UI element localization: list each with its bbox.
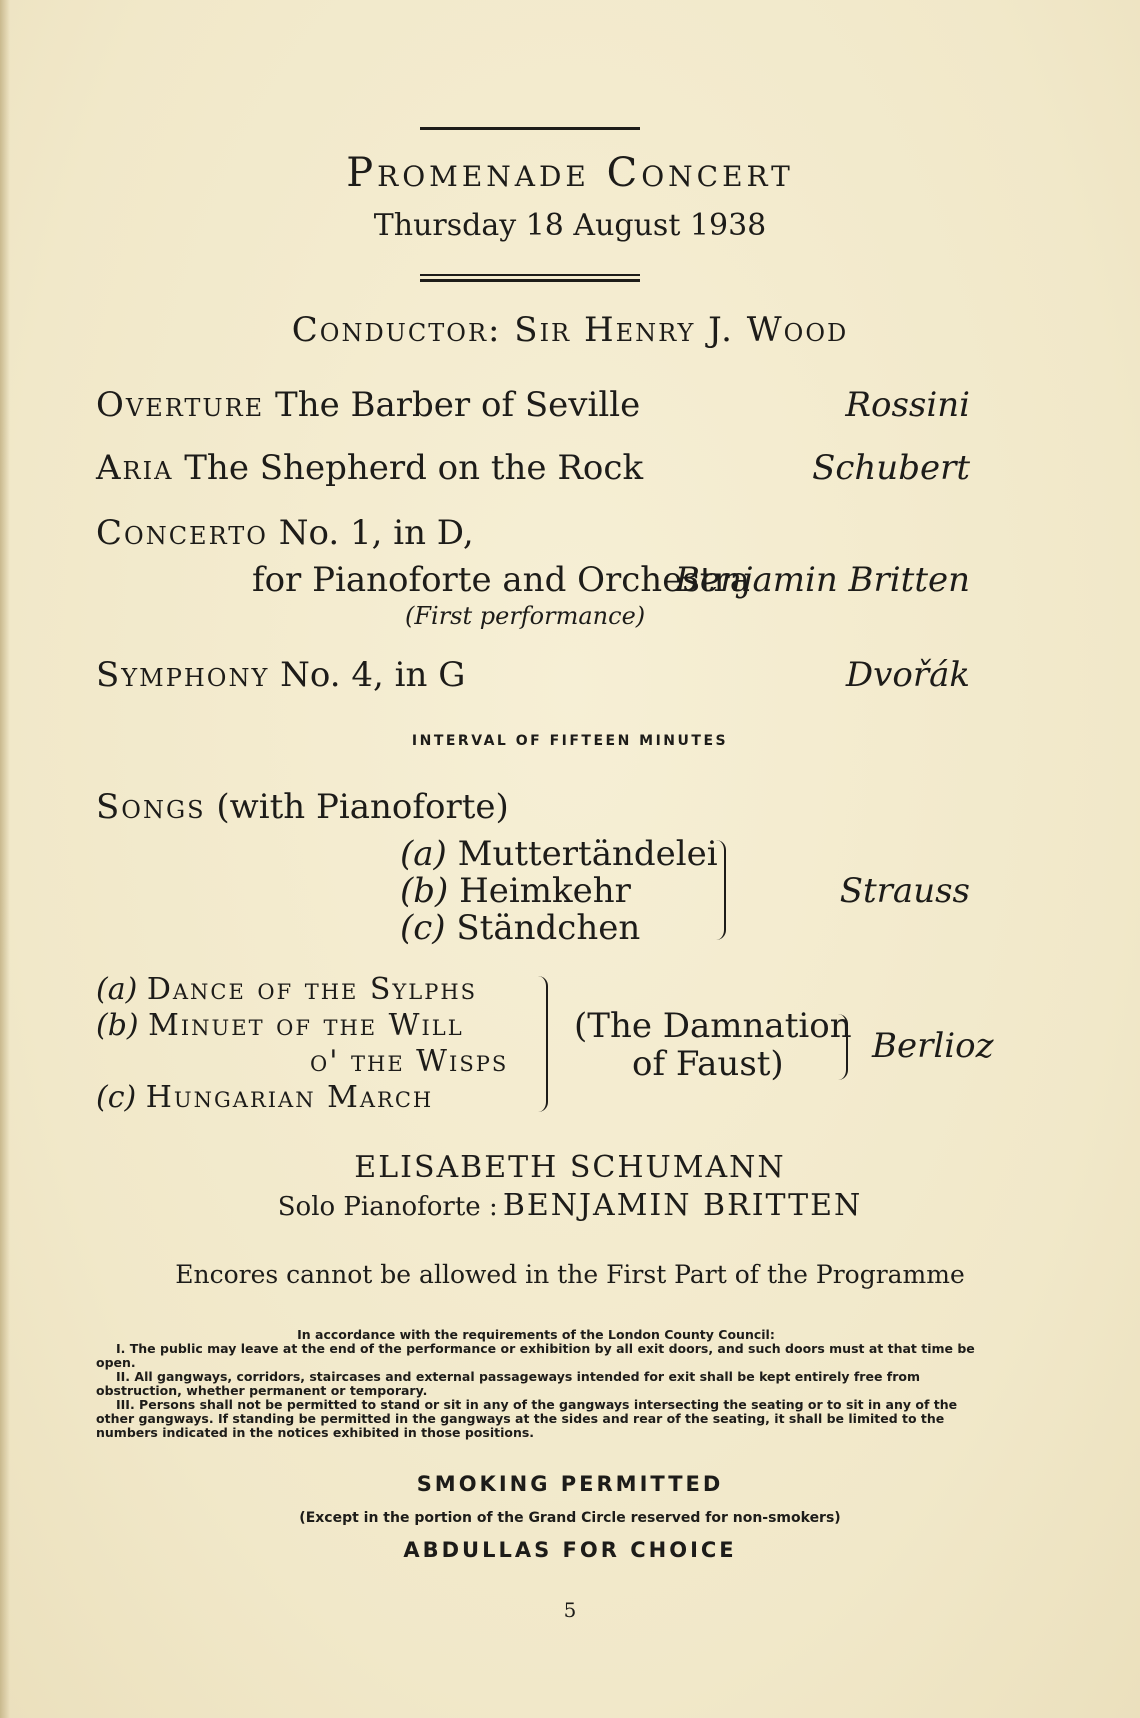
berlioz-work-line2: of Faust) bbox=[632, 1044, 784, 1084]
song-letter: (a) bbox=[400, 834, 447, 874]
page-number: 5 bbox=[563, 1598, 577, 1622]
songs-heading-rest: (with Pianoforte) bbox=[216, 787, 509, 827]
song-title: Heimkehr bbox=[459, 871, 631, 911]
berlioz-letter: (c) bbox=[96, 1080, 137, 1115]
song-item bbox=[400, 871, 631, 911]
singer-name: ELISABETH SCHUMANN bbox=[354, 1150, 786, 1185]
conductor-line: Conductor: Sir Henry J. Wood bbox=[291, 310, 849, 350]
divider-rule-2 bbox=[420, 279, 640, 282]
song-item bbox=[400, 908, 640, 948]
composer-rossini: Rossini bbox=[845, 385, 970, 425]
regulation-1: I. The public may leave at the end of the performance or exhibition by all exit doors, and such doors must at that time be open. bbox=[96, 1341, 975, 1370]
top-rule bbox=[420, 127, 640, 130]
songs-heading bbox=[96, 787, 509, 827]
program-item-aria bbox=[96, 448, 643, 488]
songs-label: Songs bbox=[96, 787, 206, 827]
regulation-3: III. Persons shall not be permitted to stand or sit in any of the gangways intersecting the seating or to sit in any of the other gangways. If standing be permitted in the gangways at the sides and rear of the seating, it shall be limited to the numbers indicated in the notices exhibited in those positions. bbox=[96, 1397, 958, 1440]
song-title: Muttertändelei bbox=[457, 834, 718, 874]
songs-brace bbox=[712, 840, 726, 940]
pianist-line bbox=[0, 1188, 1140, 1223]
item-label: Concerto bbox=[96, 513, 268, 553]
pianist-name: BENJAMIN BRITTEN bbox=[502, 1188, 863, 1223]
advert-abdullas: ABDULLAS FOR CHOICE bbox=[403, 1538, 737, 1562]
song-letter: (b) bbox=[400, 871, 449, 911]
lcc-regulations bbox=[96, 1328, 976, 1440]
composer-schubert: Schubert bbox=[812, 448, 970, 488]
song-title: Ständchen bbox=[456, 908, 641, 948]
regulations-intro: In accordance with the requirements of the London County Council: bbox=[297, 1327, 775, 1342]
item-title: No. 4, in G bbox=[280, 655, 466, 695]
berlioz-item bbox=[96, 1008, 464, 1043]
berlioz-brace-2 bbox=[838, 1014, 848, 1080]
pianist-label: Solo Pianoforte : bbox=[277, 1192, 498, 1222]
program-item-overture bbox=[96, 385, 640, 425]
concert-title: Promenade Concert bbox=[346, 150, 794, 196]
berlioz-brace-1 bbox=[536, 976, 548, 1112]
smoking-exception: (Except in the portion of the Grand Circle reserved for non-smokers) bbox=[299, 1510, 841, 1526]
item-label: Aria bbox=[96, 448, 174, 488]
berlioz-item bbox=[96, 972, 477, 1007]
divider-rule-1 bbox=[420, 274, 640, 276]
concert-date: Thursday 18 August 1938 bbox=[373, 208, 767, 243]
berlioz-work-line1: (The Damnation bbox=[574, 1006, 852, 1046]
berlioz-title: Dance of the Sylphs bbox=[146, 972, 478, 1007]
item-title: The Barber of Seville bbox=[275, 385, 641, 425]
song-letter: (c) bbox=[400, 908, 446, 948]
berlioz-letter: (b) bbox=[96, 1008, 139, 1043]
program-item-symphony bbox=[96, 655, 465, 695]
smoking-notice: SMOKING PERMITTED bbox=[416, 1472, 724, 1496]
composer-britten: Benjamin Britten bbox=[674, 560, 970, 600]
regulation-2: II. All gangways, corridors, staircases and external passageways intended for exit shall be kept entirely free from obstruction, whether permanent or temporary. bbox=[96, 1369, 920, 1398]
encores-notice: Encores cannot be allowed in the First Part of the Programme bbox=[175, 1260, 965, 1289]
item-title: The Shepherd on the Rock bbox=[184, 448, 644, 488]
song-item bbox=[400, 834, 718, 874]
interval-note: INTERVAL OF FIFTEEN MINUTES bbox=[411, 733, 729, 749]
berlioz-title-cont: o' the Wisps bbox=[310, 1044, 509, 1079]
first-performance-note: (First performance) bbox=[405, 602, 646, 630]
composer-berlioz: Berlioz bbox=[872, 1026, 994, 1066]
item-label: Overture bbox=[96, 385, 265, 425]
item-label: Symphony bbox=[96, 655, 270, 695]
page-edge-stain bbox=[0, 0, 10, 1718]
berlioz-title: Hungarian March bbox=[145, 1080, 434, 1115]
berlioz-letter: (a) bbox=[96, 972, 138, 1007]
concerto-subtitle: for Pianoforte and Orchestra bbox=[252, 560, 750, 600]
berlioz-title: Minuet of the Will bbox=[148, 1008, 464, 1043]
program-item-concerto bbox=[96, 513, 474, 553]
composer-dvorak: Dvořák bbox=[845, 655, 970, 695]
item-title: No. 1, in D, bbox=[278, 513, 474, 553]
composer-strauss: Strauss bbox=[839, 871, 970, 911]
berlioz-item bbox=[96, 1080, 433, 1115]
